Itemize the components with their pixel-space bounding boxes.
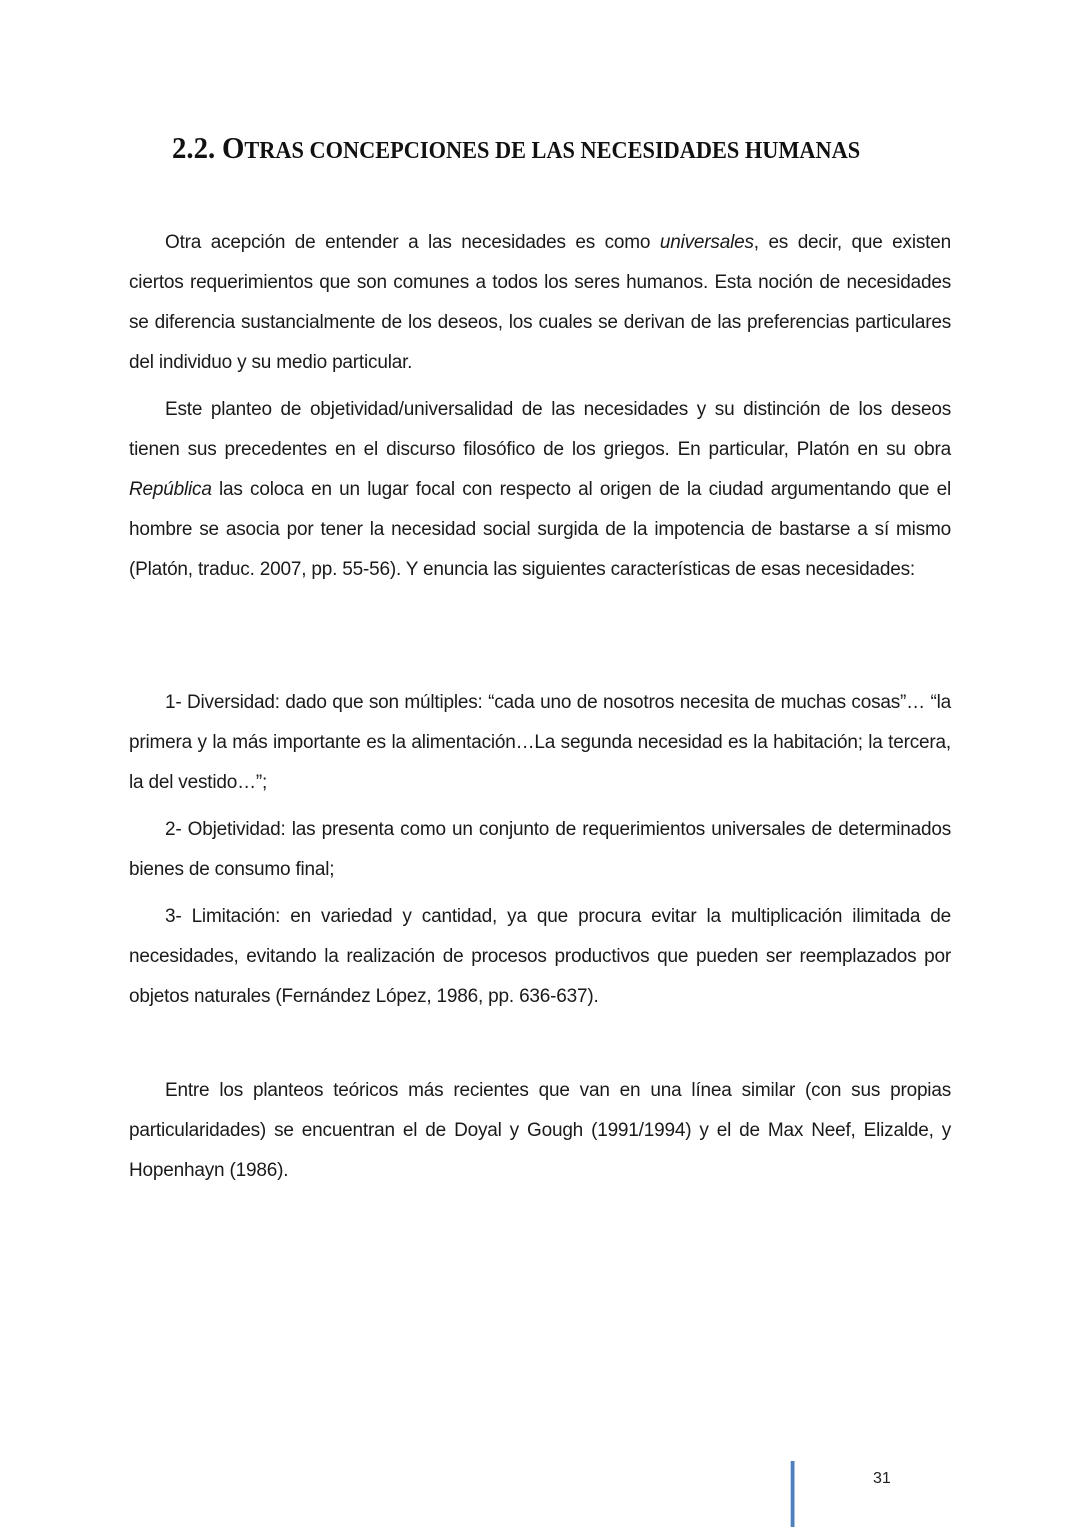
text-run: Otra acepción de entender a las necesidades es como [165, 232, 660, 253]
italic-work-title: República [129, 479, 212, 500]
paragraph-platon [129, 390, 951, 590]
section-heading [172, 130, 860, 166]
paragraph-universales [129, 223, 951, 383]
list-item-diversidad: 1- Diversidad: dado que son múltiples: “cada uno de nosotros necesita de muchas cosas”… “la primera y la más importante es la alimentación…La segunda necesidad es la habitación; la tercera, la del vestido…”; [129, 692, 951, 793]
intro-block [129, 223, 951, 597]
footer-divider [791, 1461, 794, 1527]
italic-term: universales [659, 232, 754, 253]
section-title-initial: O [221, 130, 245, 165]
section-title-rest: TRAS CONCEPCIONES DE LAS NECESIDADES HUMANAS [244, 138, 861, 164]
page-number: 31 [873, 1470, 891, 1487]
list-item-objetividad: 2- Objetividad: las presenta como un conjunto de requerimientos universales de determinados bienes de consumo final; [129, 819, 951, 880]
text-run: , es decir, que existen ciertos requerimientos que son comunes a todos los seres humanos. Esta noción de necesidades se diferencia sustancialmente de los deseos, los cuales se derivan de las preferencias particulares del individuo y su medio particular. [129, 232, 951, 373]
list-item-limitacion: 3- Limitación: en variedad y cantidad, ya que procura evitar la multiplicación ilimitada de necesidades, evitando la realización de procesos productivos que pueden ser reemplazados por objetos naturales (Fernández López, 1986, pp. 636-637). [129, 906, 951, 1007]
text-run: las coloca en un lugar focal con respecto al origen de la ciudad argumentando que el hombre se asocia por tener la necesidad social surgida de la impotencia de bastarse a sí mismo (Platón, traduc. 2007, pp. 55-56). Y enuncia las siguientes características de esas necesidades: [129, 479, 951, 580]
paragraph-recent-approaches: Entre los planteos teóricos más recientes que van en una línea similar (con sus propias particularidades) se encuentran el de Doyal y Gough (1991/1994) y el de Max Neef, Elizalde, y Hopenhayn (1986). [129, 1080, 951, 1181]
section-number: 2.2. [172, 130, 216, 165]
closing-block [129, 1071, 951, 1198]
text-run: Este planteo de objetividad/universalidad de las necesidades y su distinción de los deseos tienen sus precedentes en el discurso filosófico de los griegos. En particular, Platón en su obra [129, 399, 951, 460]
characteristics-list [129, 683, 951, 1024]
